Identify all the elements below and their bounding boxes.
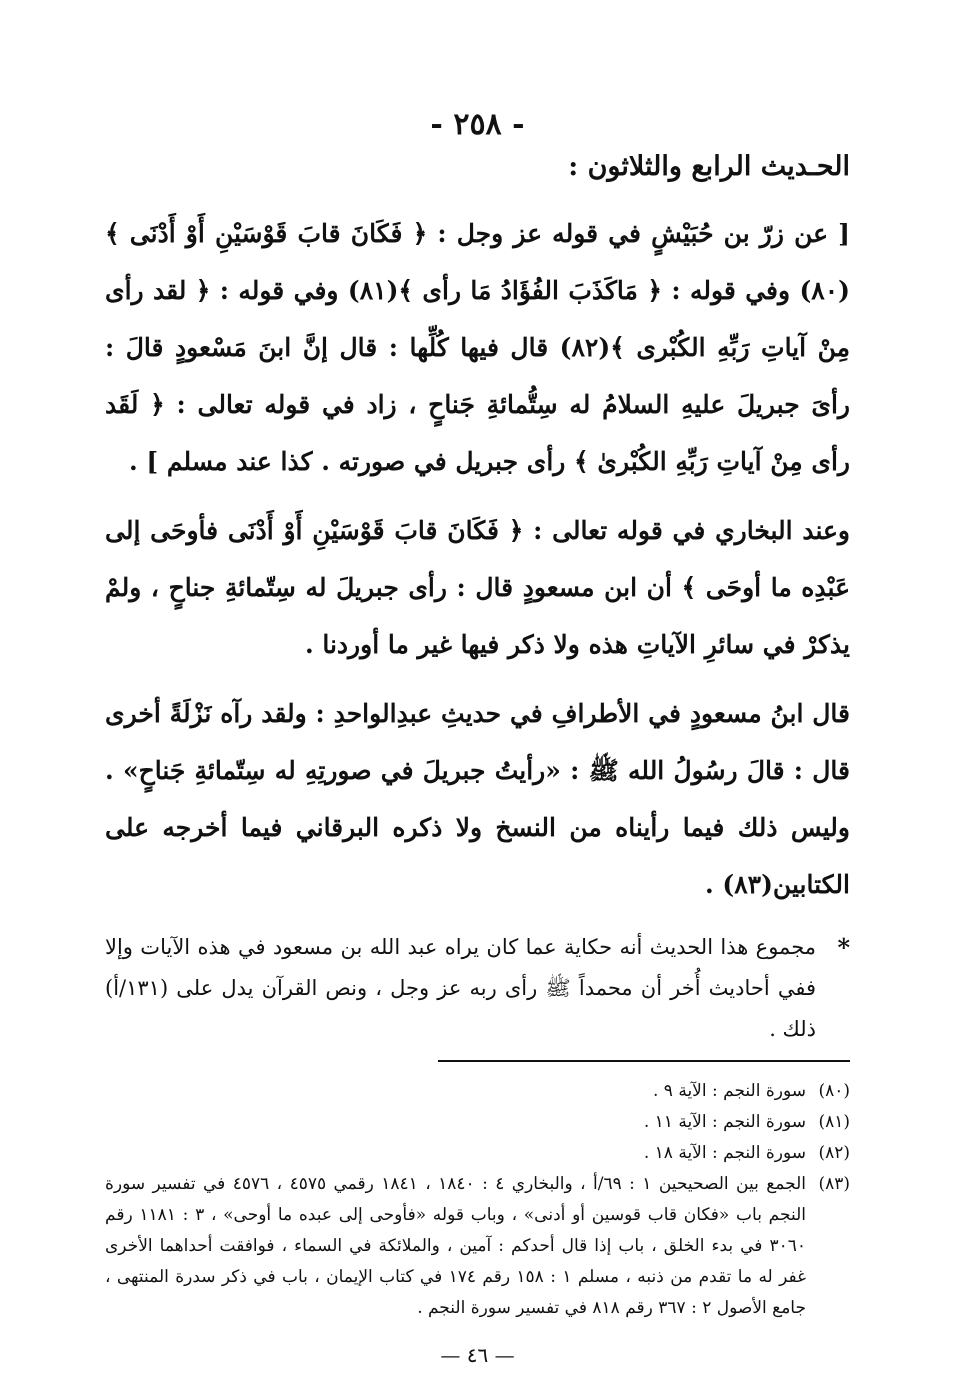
footnote-text: سورة النجم : الآية ١٨ . [643, 1143, 806, 1163]
book-page [105, 105, 851, 1367]
paragraph-3: قال ابنُ مسعودٍ في الأطرافِ في حديثِ عبدِالواحدِ : ولقد رآه نَزْلَةً أخرى قال : قالَ رسُولُ الله ﷺ : «رأيتُ جبريلَ في صورتِهِ له سِتّمائةِ جَناحٍ» . وليس ذلك فيما رأيناه من النسخ ولا ذكره البرقاني فيما أخرجه على الكتابين(٨٣) . [105, 699, 850, 899]
hadith-heading: الحـديث الرابع والثلاثون : [568, 151, 850, 182]
paragraph-2: وعند البخاري في قوله تعالى : ﴿ فَكَانَ قابَ قَوْسَيْنِ أَوْ أَدْنَى فأوحَى إلى عَبْدِه ما أوحَى ﴾ أن ابن مسعودٍ قال : رأى جبريلَ له سِتّمائةِ جناحٍ ، ولمْ يذكرْ في سائرِ الآياتِ هذه ولا ذكر فيها غير ما أوردنا . [105, 516, 850, 659]
footnote-number: (٨٣) [818, 1174, 850, 1194]
page-number-bottom: — ٤٦ — [440, 1343, 515, 1367]
footnote-text: الجمع بين الصحيحين ١ : ٦٩/أ ، والبخاري ٤ : ١٨٤٠ ، ١٨٤١ رقمي ٤٥٧٥ ، ٤٥٧٦ في تفسير سورة النجم باب «فكان قاب قوسين أو أدنى» ، وباب قوله «فأوحى إلى عبده ما أوحى» ، ٣ : ١١٨١ رقم ٣٠٦٠ في بدء الخلق ، باب إذا قال أحدكم : آمين ، والملائكة في السماء ، فوافقت أحداهما الأخرى غفر له ما تقدم من ذنبه ، مسلم ١ : ١٥٨ رقم ١٧٤ في كتاب الإيمان ، باب في ذكر سدرة المنتهى ، جامع الأصول ٢ : ٣٦٧ رقم ٨١٨ في تفسير سورة النجم . [105, 1174, 807, 1318]
paragraph-1: [ عن زرّ بن حُبَيْشٍ في قوله عز وجل : ﴿ فَكَانَ قابَ قَوْسَيْنِ أَوْ أَدْنَى ﴾(٨٠) وفي قوله : ﴿ مَاكَذَبَ الفُؤَادُ مَا رأى ﴾(٨١) وفي قوله : ﴿ لقد رأى مِنْ آياتِ رَبِّهِ الكُبْرى ﴾(٨٢) قال فيها كُلِّها : قال إنَّ ابنَ مَسْعودٍ قالَ : رأىَ جبريلَ عليهِ السلامُ له سِتُّمائةِ جَناحٍ ، زاد في قوله تعالى : ﴿ لَقَد رأى مِنْ آياتِ رَبِّهِ الكُبْرىٰ ﴾ رأى جبريل في صورته . كذا عند مسلم ] . [105, 219, 851, 476]
footnote-81 [105, 1107, 850, 1138]
asterisk-icon: * [837, 933, 850, 962]
footnote-80 [105, 1076, 850, 1107]
footnote-text: سورة النجم : الآية ٩ . [652, 1081, 806, 1101]
footnote-divider [438, 1060, 850, 1062]
page-number-top: - ٢٥٨ - [430, 107, 525, 142]
footnote-number: (٨١) [818, 1112, 850, 1132]
editor-note-text: مجموع هذا الحديث أنه حكاية عما كان يراه عبد الله بن مسعود في هذه الآيات وإلا ففي أحاديث أُخر أن محمداً ﷺ رأى ربه عز وجل ، ونص القرآن يدل على (١٣١/أ) ذلك . [105, 935, 816, 1041]
editor-note [105, 927, 850, 1050]
footnote-text: سورة النجم : الآية ١١ . [643, 1112, 806, 1132]
footnote-number: (٨٠) [818, 1081, 850, 1101]
footnotes [105, 1076, 850, 1324]
footnote-number: (٨٢) [818, 1143, 850, 1163]
footnote-82 [105, 1138, 850, 1169]
footnote-83 [105, 1169, 850, 1324]
